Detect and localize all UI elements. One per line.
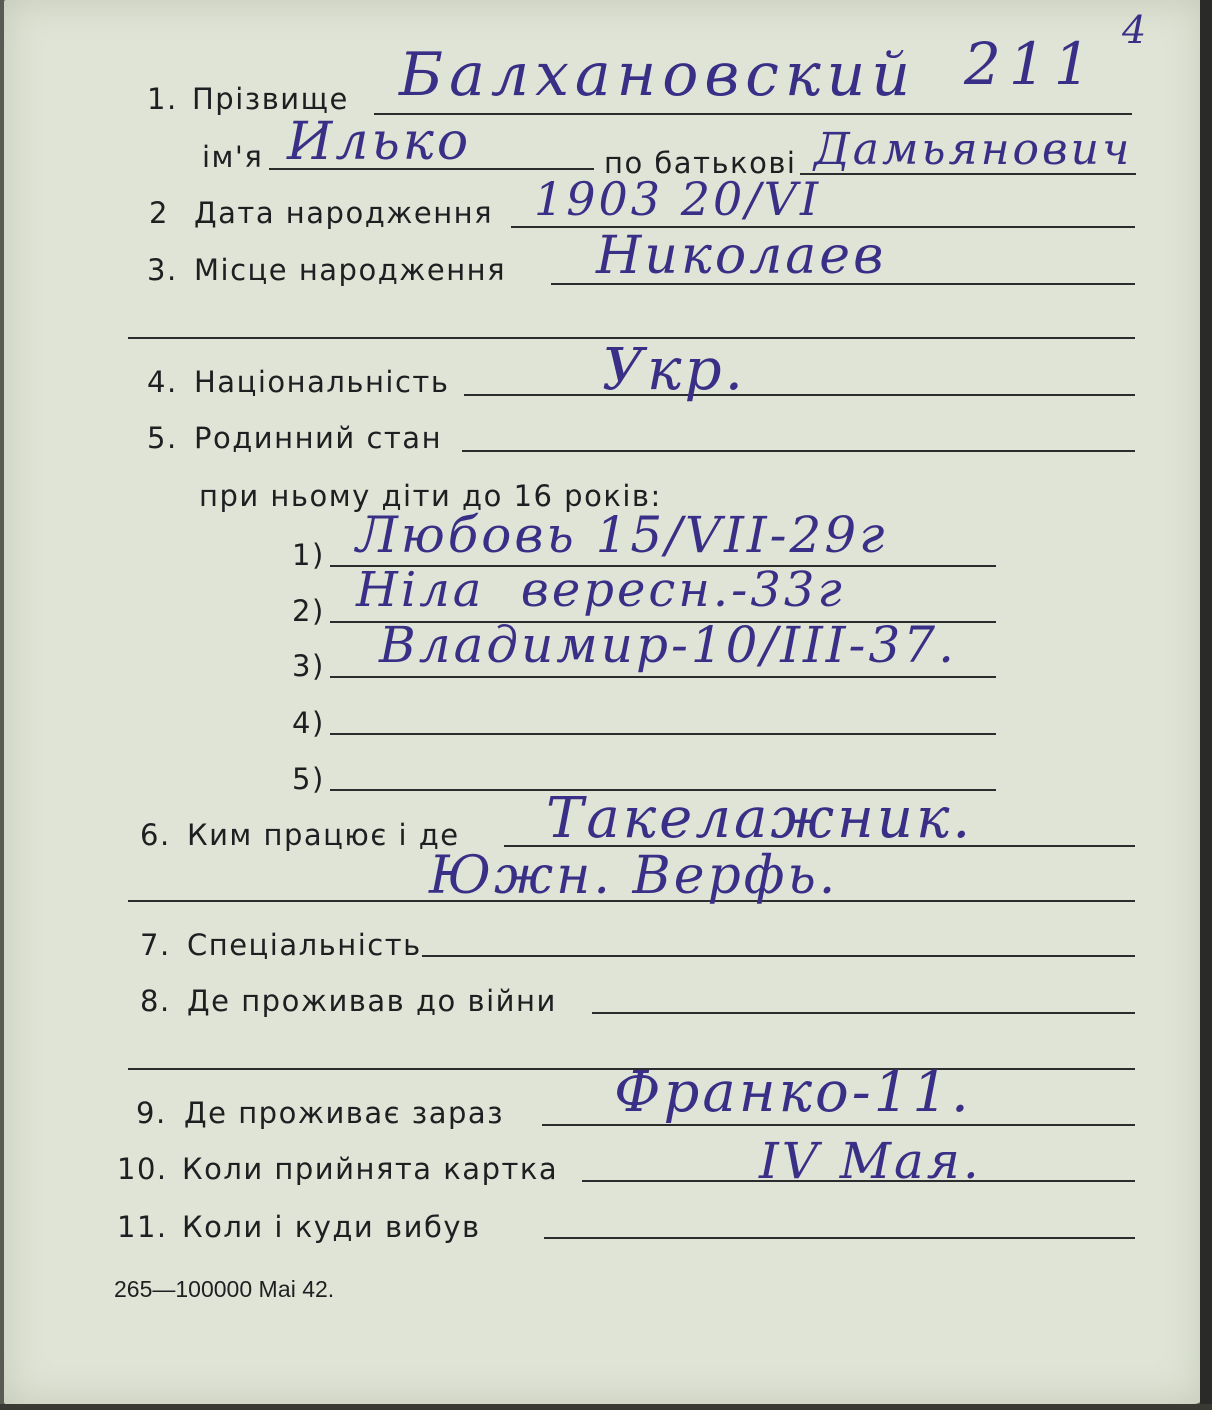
child-4-number: 4) [292,706,325,740]
print-run-footer: 265—100000 Маі 42. [114,1276,335,1302]
marital-status-label: Родинний стан [194,421,443,455]
field-7-number: 7. [140,928,171,962]
birth-place-label: Місце народження [194,253,507,287]
background-edge-right [1200,0,1212,1410]
card-accepted-label: Коли прийнята картка [182,1152,559,1186]
work-label: Ким працює і де [187,818,460,852]
child-5-number: 5) [292,762,325,796]
child-2-number: 2) [292,594,325,628]
child-3-number: 3) [292,649,325,683]
prewar-residence-label: Де проживав до війни [187,984,557,1018]
child-3-handwritten: Владимир-10/III-37. [379,616,957,674]
field-1-number: 1. [147,82,178,116]
work-handwritten-2: Южн. Верфь. [429,846,839,906]
first-name-label: ім'я [202,140,264,174]
prewar-residence-line [592,1012,1135,1014]
field-8-number: 8. [140,984,171,1018]
nationality-label: Національність [194,365,450,399]
field-11-number: 11. [117,1210,168,1244]
child-1-handwritten: Любовь 15/VII-29г [356,506,888,564]
field-10-number: 10. [117,1152,168,1186]
specialty-label: Спеціальність [187,928,422,962]
nationality-line [464,394,1135,396]
child-2-handwritten: Ніла вересн.-33г [356,562,845,618]
surname-handwritten: Балхановский [399,40,916,110]
departed-label: Коли і куди вибув [182,1210,481,1244]
corner-number: 211 [964,30,1099,98]
field-6-number: 6. [140,818,171,852]
field-4-number: 4. [147,365,178,399]
current-residence-label: Де проживає зараз [184,1096,505,1130]
specialty-line [422,955,1135,957]
nationality-handwritten: Укр. [602,335,747,403]
field-9-number: 9. [136,1096,167,1130]
marital-status-line [462,450,1135,452]
surname-label: Прізвище [192,82,349,116]
birth-place-handwritten: Николаев [596,226,887,286]
work-handwritten-1: Такелажник. [546,786,974,851]
child-3-line [330,676,996,678]
current-residence-handwritten: Франко-11. [614,1060,972,1125]
patronymic-label: по батькові [604,146,797,180]
field-5-number: 5. [147,421,178,455]
departed-line [544,1237,1135,1239]
registration-card [4,0,1204,1404]
field-2-number: 2 [149,196,169,230]
birth-date-label: Дата народження [194,196,494,230]
card-accepted-handwritten: IV Мая. [759,1132,982,1190]
child-4-line [330,733,996,735]
patronymic-handwritten: Дамьянович [814,124,1133,175]
child-1-number: 1) [292,538,325,572]
surname-line [374,113,1132,115]
corner-mark: 4 [1122,8,1150,52]
children-label: при ньому діти до 16 років: [199,479,662,513]
field-3-number: 3. [147,253,178,287]
birth-date-handwritten: 1903 20/VI [534,172,822,226]
first-name-handwritten: Илько [287,112,472,172]
background-edge-bottom [0,1404,1212,1410]
